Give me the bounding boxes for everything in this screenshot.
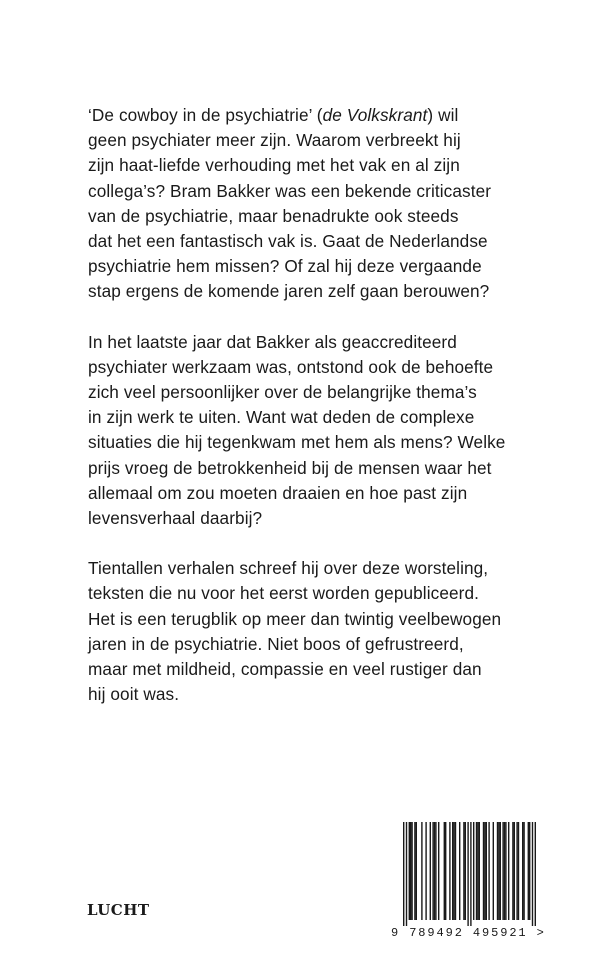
blurb-text: zijn haat-liefde verhouding met het vak en al zijn [88,155,460,176]
blurb-line [88,279,588,304]
blurb-line: situaties die hij tegenkwam met hem als mens? Welke [88,432,506,453]
barcode-bar [508,822,509,920]
barcode-bar [467,822,468,926]
publisher-logo: LUCHT [87,901,150,919]
barcode-bar [504,822,505,920]
blurb-line [88,229,588,254]
barcode-bar [488,822,489,920]
barcode-bar [438,822,439,920]
barcode-bar [532,822,533,926]
barcode-bar [500,822,501,920]
barcode-bar [403,822,404,926]
barcode-bar [518,822,519,920]
barcode-bar [505,822,506,920]
blurb-text: collega’s? Bram Bakker was een bekende criticaster [88,180,492,201]
barcode-bar [465,822,466,920]
blurb-line: levensverhaal daarbij? [88,508,263,529]
barcode-bar [435,822,436,920]
blurb-line [88,254,588,279]
blurb-line: psychiater werkzaam was, ontstond ook de behoefte [88,356,494,377]
barcode-bar [486,822,487,920]
blurb-text: geen psychiater meer zijn. Waarom verbreekt hij [88,130,461,151]
blurb-line: allemaal om zou moeten draaien en hoe past zijn [88,482,468,503]
blurb-text: dat het een fantastisch vak is. Gaat de Nederlandse [88,231,488,252]
blurb-line: in zijn werk te uiten. Want wat deden de complexe [88,407,475,428]
barcode-bar [416,822,417,920]
barcode-bar [409,822,410,920]
barcode-bar [484,822,485,920]
barcode-bar [410,822,411,920]
back-cover-blurb [88,103,588,732]
blurb-line: hij ooit was. [88,684,180,705]
barcode-bar [411,822,412,920]
barcode-bars [391,822,539,926]
isbn-barcode [391,822,546,940]
barcode-bar [453,822,454,920]
barcode-bar [425,822,426,920]
blurb-text: psychiatrie hem missen? Of zal hij deze vergaande [88,256,482,277]
barcode-bar [463,822,464,920]
barcode-bar [444,822,445,920]
barcode-bar [528,822,529,920]
barcode-bar [493,822,494,920]
barcode-bar [432,822,433,920]
barcode-bar [445,822,446,920]
barcode-bar [477,822,478,920]
barcode-bar [421,822,422,920]
barcode-digits: 9 789492 495921 > [391,926,546,940]
barcode-bar [514,822,515,920]
barcode-bar [473,822,474,920]
barcode-bar [497,822,498,920]
blurb-paragraph-1 [88,103,588,305]
blurb-text: van de psychiatrie, maar benadrukte ook steeds [88,205,459,226]
barcode-bar [430,822,431,920]
barcode-bar [476,822,477,920]
blurb-line [88,204,588,229]
newspaper-title: de Volkskrant [322,105,428,125]
blurb-text: ) wil [427,105,459,125]
barcode-bar [414,822,415,920]
barcode-bar [498,822,499,920]
blurb-line: Het is een terugblik op meer dan twintig veelbewogen [88,608,502,629]
blurb-line [88,179,588,204]
blurb-line [88,153,588,178]
blurb-line [88,128,588,153]
barcode-bar [502,822,503,920]
blurb-line: jaren in de psychiatrie. Niet boos of gefrustreerd, [88,633,464,654]
blurb-line: Tientallen verhalen schreef hij over deze worsteling, [88,558,489,579]
blurb-line: teksten die nu voor het eerst worden gepubliceerd. [88,583,480,604]
barcode-bar [434,822,435,920]
barcode-bar [512,822,513,920]
blurb-text: stap ergens de komende jaren zelf gaan berouwen? [88,281,490,302]
barcode-bar [479,822,480,920]
blurb-paragraph-2 [88,330,588,532]
barcode-bar [516,822,517,920]
barcode-bar [470,822,471,926]
blurb-line: maar met mildheid, compassie en veel rustiger dan [88,659,482,680]
barcode-bar [452,822,453,920]
barcode-bar [459,822,460,920]
barcode-bar [449,822,450,920]
blurb-line: prijs vroeg de betrokkenheid bij de mensen waar het [88,457,492,478]
barcode-bar [483,822,484,920]
blurb-line: In het laatste jaar dat Bakker als geaccrediteerd [88,331,457,352]
barcode-bar [535,822,536,926]
barcode-bar [455,822,456,920]
blurb-text: ‘De cowboy in de psychiatrie’ ( [88,105,323,125]
barcode-bar [406,822,407,926]
barcode-bar [522,822,523,920]
barcode-bar [529,822,530,920]
blurb-line [88,103,588,128]
blurb-paragraph-3 [88,556,588,707]
barcode-bar [523,822,524,920]
blurb-line: zich veel persoonlijker over de belangrijke thema’s [88,382,477,403]
